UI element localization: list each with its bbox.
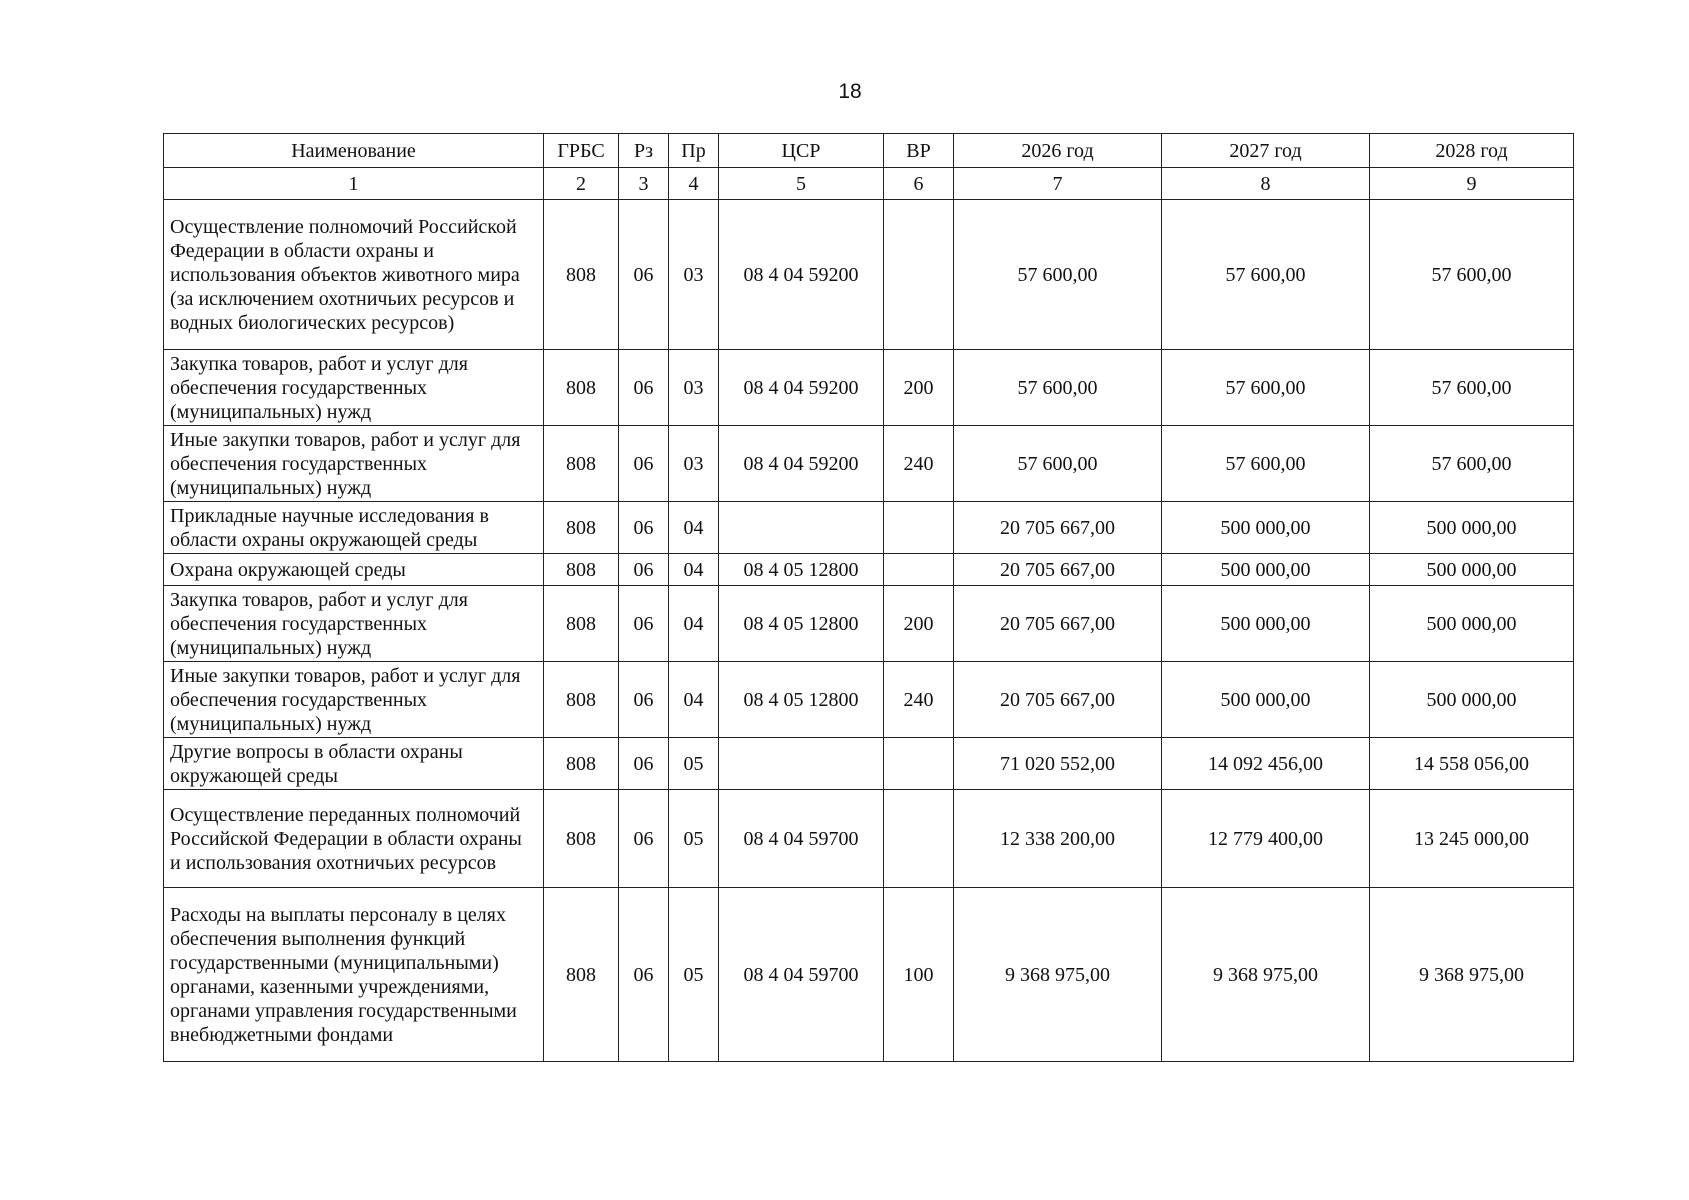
pr-cell: 04 <box>669 662 719 738</box>
vr-cell: 240 <box>884 662 954 738</box>
vr-cell <box>884 738 954 790</box>
pr-cell: 05 <box>669 790 719 888</box>
column-number: 9 <box>1370 168 1574 200</box>
amount-2028: 57 600,00 <box>1370 350 1574 426</box>
grbs-cell: 808 <box>544 350 619 426</box>
table-row <box>164 502 1574 554</box>
amount-2028: 57 600,00 <box>1370 200 1574 350</box>
column-number: 2 <box>544 168 619 200</box>
amount-2027: 500 000,00 <box>1162 554 1370 586</box>
row-name: Иные закупки товаров, работ и услуг для обеспечения государственных (муниципальных) нужд <box>164 426 544 502</box>
amount-2026: 20 705 667,00 <box>954 662 1162 738</box>
row-name: Расходы на выплаты персоналу в целях обеспечения выполнения функций государственными (муниципальными) органами, казенными учреждениями, органами управления государственными внебюджетными фондами <box>164 888 544 1062</box>
csr-cell: 08 4 04 59700 <box>719 888 884 1062</box>
pr-cell: 05 <box>669 888 719 1062</box>
grbs-cell: 808 <box>544 426 619 502</box>
pr-cell: 03 <box>669 350 719 426</box>
amount-2026: 57 600,00 <box>954 350 1162 426</box>
vr-cell: 240 <box>884 426 954 502</box>
table-row <box>164 426 1574 502</box>
pr-cell: 04 <box>669 554 719 586</box>
grbs-cell: 808 <box>544 200 619 350</box>
amount-2027: 14 092 456,00 <box>1162 738 1370 790</box>
header-cell: Пр <box>669 134 719 168</box>
amount-2027: 9 368 975,00 <box>1162 888 1370 1062</box>
row-name: Осуществление полномочий Российской Федерации в области охраны и использования объектов животного мира (за исключением охотничьих ресурсов и водных биологических ресурсов) <box>164 200 544 350</box>
grbs-cell: 808 <box>544 554 619 586</box>
table-row <box>164 662 1574 738</box>
pr-cell: 03 <box>669 426 719 502</box>
amount-2026: 20 705 667,00 <box>954 586 1162 662</box>
rz-cell: 06 <box>619 200 669 350</box>
row-name: Иные закупки товаров, работ и услуг для обеспечения государственных (муниципальных) нужд <box>164 662 544 738</box>
header-cell: Наименование <box>164 134 544 168</box>
column-number: 5 <box>719 168 884 200</box>
header-row <box>164 134 1574 168</box>
csr-cell: 08 4 04 59700 <box>719 790 884 888</box>
rz-cell: 06 <box>619 426 669 502</box>
vr-cell <box>884 200 954 350</box>
header-cell: Рз <box>619 134 669 168</box>
header-cell: ЦСР <box>719 134 884 168</box>
table-row <box>164 888 1574 1062</box>
table-row <box>164 350 1574 426</box>
rz-cell: 06 <box>619 662 669 738</box>
rz-cell: 06 <box>619 790 669 888</box>
amount-2027: 500 000,00 <box>1162 502 1370 554</box>
pr-cell: 05 <box>669 738 719 790</box>
table-row <box>164 586 1574 662</box>
header-cell: 2027 год <box>1162 134 1370 168</box>
amount-2026: 12 338 200,00 <box>954 790 1162 888</box>
grbs-cell: 808 <box>544 738 619 790</box>
vr-cell: 200 <box>884 586 954 662</box>
table-body <box>164 200 1574 1062</box>
header-cell: ГРБС <box>544 134 619 168</box>
column-number: 8 <box>1162 168 1370 200</box>
amount-2026: 57 600,00 <box>954 200 1162 350</box>
csr-cell: 08 4 04 59200 <box>719 426 884 502</box>
csr-cell: 08 4 05 12800 <box>719 554 884 586</box>
vr-cell: 100 <box>884 888 954 1062</box>
page-number: 18 <box>838 80 862 103</box>
rz-cell: 06 <box>619 554 669 586</box>
csr-cell: 08 4 05 12800 <box>719 662 884 738</box>
vr-cell: 200 <box>884 350 954 426</box>
amount-2028: 14 558 056,00 <box>1370 738 1574 790</box>
pr-cell: 04 <box>669 502 719 554</box>
rz-cell: 06 <box>619 586 669 662</box>
amount-2027: 57 600,00 <box>1162 350 1370 426</box>
csr-cell <box>719 738 884 790</box>
vr-cell <box>884 502 954 554</box>
amount-2026: 57 600,00 <box>954 426 1162 502</box>
header-cell: ВР <box>884 134 954 168</box>
amount-2027: 57 600,00 <box>1162 426 1370 502</box>
amount-2028: 500 000,00 <box>1370 586 1574 662</box>
csr-cell: 08 4 04 59200 <box>719 200 884 350</box>
amount-2027: 500 000,00 <box>1162 586 1370 662</box>
amount-2028: 500 000,00 <box>1370 554 1574 586</box>
table-row <box>164 200 1574 350</box>
pr-cell: 03 <box>669 200 719 350</box>
amount-2027: 500 000,00 <box>1162 662 1370 738</box>
rz-cell: 06 <box>619 350 669 426</box>
table-row <box>164 790 1574 888</box>
row-name: Осуществление переданных полномочий Российской Федерации в области охраны и использования охотничьих ресурсов <box>164 790 544 888</box>
amount-2028: 9 368 975,00 <box>1370 888 1574 1062</box>
column-number: 6 <box>884 168 954 200</box>
rz-cell: 06 <box>619 502 669 554</box>
table-row <box>164 738 1574 790</box>
csr-cell <box>719 502 884 554</box>
row-name: Охрана окружающей среды <box>164 554 544 586</box>
column-number-row <box>164 168 1574 200</box>
amount-2028: 57 600,00 <box>1370 426 1574 502</box>
amount-2026: 71 020 552,00 <box>954 738 1162 790</box>
amount-2028: 500 000,00 <box>1370 502 1574 554</box>
header-cell: 2026 год <box>954 134 1162 168</box>
amount-2028: 500 000,00 <box>1370 662 1574 738</box>
column-number: 7 <box>954 168 1162 200</box>
csr-cell: 08 4 04 59200 <box>719 350 884 426</box>
column-number: 4 <box>669 168 719 200</box>
row-name: Другие вопросы в области охраны окружающей среды <box>164 738 544 790</box>
csr-cell: 08 4 05 12800 <box>719 586 884 662</box>
grbs-cell: 808 <box>544 586 619 662</box>
rz-cell: 06 <box>619 888 669 1062</box>
amount-2027: 57 600,00 <box>1162 200 1370 350</box>
vr-cell <box>884 790 954 888</box>
amount-2026: 9 368 975,00 <box>954 888 1162 1062</box>
grbs-cell: 808 <box>544 502 619 554</box>
budget-table <box>163 133 1574 1062</box>
column-number: 3 <box>619 168 669 200</box>
grbs-cell: 808 <box>544 888 619 1062</box>
amount-2027: 12 779 400,00 <box>1162 790 1370 888</box>
row-name: Закупка товаров, работ и услуг для обеспечения государственных (муниципальных) нужд <box>164 350 544 426</box>
table-row <box>164 554 1574 586</box>
amount-2026: 20 705 667,00 <box>954 502 1162 554</box>
vr-cell <box>884 554 954 586</box>
grbs-cell: 808 <box>544 662 619 738</box>
row-name: Прикладные научные исследования в области охраны окружающей среды <box>164 502 544 554</box>
column-number: 1 <box>164 168 544 200</box>
header-cell: 2028 год <box>1370 134 1574 168</box>
pr-cell: 04 <box>669 586 719 662</box>
rz-cell: 06 <box>619 738 669 790</box>
grbs-cell: 808 <box>544 790 619 888</box>
amount-2026: 20 705 667,00 <box>954 554 1162 586</box>
amount-2028: 13 245 000,00 <box>1370 790 1574 888</box>
row-name: Закупка товаров, работ и услуг для обеспечения государственных (муниципальных) нужд <box>164 586 544 662</box>
